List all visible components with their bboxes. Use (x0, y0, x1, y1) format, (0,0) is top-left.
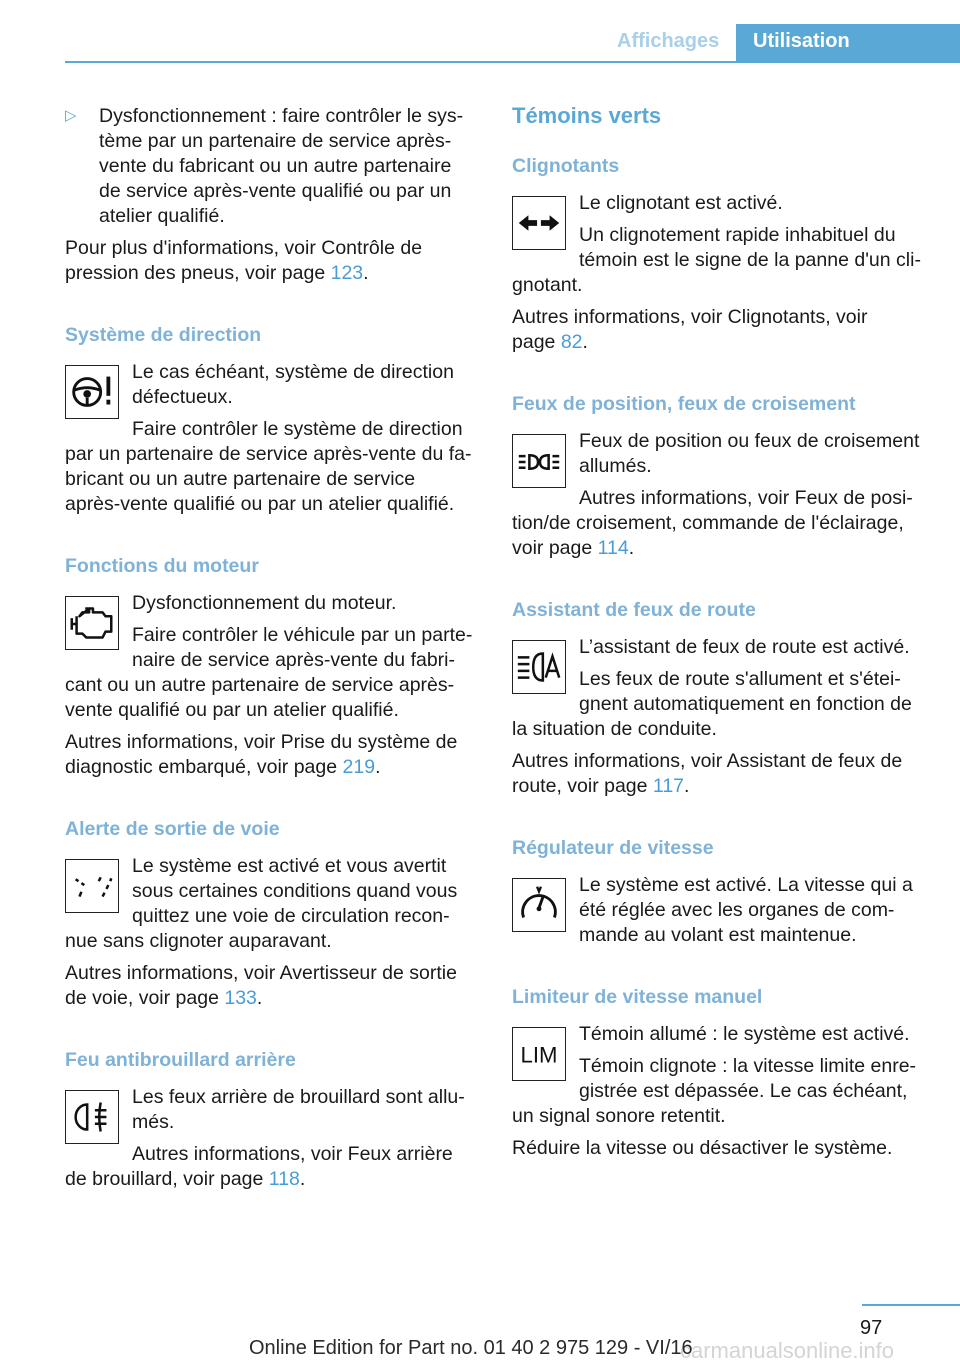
text-line: Les feux arrière de brouillard sont allu- (132, 1086, 465, 1108)
text-line: un signal sonore retentit. (512, 1105, 726, 1127)
heading-lights: Feux de position, feux de croisement (512, 393, 856, 415)
heading-highbeam: Assistant de feux de route (512, 599, 756, 621)
page-link[interactable]: 82 (560, 331, 583, 353)
heading-limiter: Limiteur de vitesse manuel (512, 986, 763, 1008)
page-link[interactable]: 219 (342, 756, 376, 778)
text-line (512, 330, 588, 355)
text-line: vente qualifié ou par un atelier qualifié. (65, 699, 399, 721)
text-line: par un partenaire de service après-vente du fa- (65, 443, 472, 465)
text-line: Faire contrôler le système de direction (132, 418, 463, 440)
triangle-bullet-icon: ▷ (65, 107, 77, 124)
page-number: 97 (860, 1317, 883, 1339)
cruise-control-icon (512, 878, 566, 932)
heading-steering: Système de direction (65, 324, 262, 346)
period: . (628, 537, 635, 559)
period: . (684, 775, 690, 797)
header-rule (65, 61, 960, 63)
intro-line: Pour plus d'informations, voir Contrôle de (65, 237, 423, 259)
page-link[interactable]: 123 (330, 262, 364, 284)
text-line: Le système est activé. La vitesse qui a (579, 874, 913, 896)
engine-icon (65, 596, 119, 650)
tab-affichages[interactable]: Affichages (617, 30, 720, 52)
heading-engine: Fonctions du moteur (65, 555, 259, 577)
link-prefix: route, voir page (512, 775, 653, 797)
intro-line (65, 261, 369, 286)
period: . (256, 987, 263, 1009)
period: . (363, 262, 369, 284)
limiter-icon-text: LIM (520, 1042, 558, 1068)
text-line (512, 536, 634, 561)
footer-rule (862, 1304, 960, 1306)
text-line: la situation de conduite. (512, 718, 717, 740)
section-title: Témoins verts (512, 103, 662, 128)
text-line: L’assistant de feux de route est activé. (579, 636, 910, 658)
text-line: Témoin allumé : le système est activé. (579, 1023, 910, 1045)
period: . (375, 756, 381, 778)
text-line: Dysfonctionnement du moteur. (132, 592, 397, 614)
text-line: après-vente qualifié ou par un atelier qualifié. (65, 493, 455, 515)
text-line: Autres informations, voir Assistant de feux de (512, 750, 903, 772)
rear-fog-icon (65, 1090, 119, 1144)
text-line: allumés. (579, 455, 652, 477)
link-prefix: page (512, 331, 561, 353)
bullet-line: vente du fabricant ou un autre partenaire (99, 155, 452, 177)
lane-departure-icon (65, 859, 119, 913)
page-link[interactable]: 114 (597, 537, 629, 559)
page-link[interactable]: 133 (224, 987, 257, 1009)
text-line: gnent automatiquement en fonction de (579, 693, 912, 715)
text-line: Faire contrôler le véhicule par un parte- (132, 624, 473, 646)
intro-text: pression des pneus, voir page (65, 262, 331, 284)
footer-edition: Online Edition for Part no. 01 40 2 975 129 - VI/16 (249, 1337, 693, 1359)
text-line: Autres informations, voir Prise du système de (65, 731, 458, 753)
period: . (299, 1168, 306, 1190)
text-line: Autres informations, voir Avertisseur de sortie (65, 962, 457, 984)
text-line: Le clignotant est activé. (579, 192, 783, 214)
text-line: Autres informations, voir Feux de posi- (579, 487, 913, 509)
page-link[interactable]: 118 (268, 1168, 300, 1190)
text-line: Le cas échéant, système de direction (132, 361, 454, 383)
text-line (65, 755, 380, 780)
text-line: mande au volant est maintenue. (579, 924, 857, 946)
text-line: Témoin clignote : la vitesse limite enre- (579, 1055, 917, 1077)
text-line (512, 774, 689, 799)
text-line: Autres informations, voir Feux arrière (132, 1143, 453, 1165)
text-line (65, 1167, 305, 1192)
page-link[interactable]: 117 (652, 775, 685, 797)
period: . (582, 331, 588, 353)
tab-utilisation[interactable]: Utilisation (736, 24, 960, 62)
text-line: défectueux. (132, 386, 233, 408)
text-line: cant ou un autre partenaire de service après- (65, 674, 455, 696)
text-line: gistrée est dépassée. Le cas échéant, (579, 1080, 908, 1102)
text-line: Réduire la vitesse ou désactiver le système. (512, 1137, 893, 1159)
text-line: quittez une voie de circulation recon- (132, 905, 450, 927)
watermark: carmanualsonline.info (680, 1338, 895, 1363)
high-beam-assist-icon (512, 640, 566, 694)
bullet-line: tème par un partenaire de service après- (99, 130, 452, 152)
text-line: nue sans clignoter auparavant. (65, 930, 332, 952)
bullet-line: atelier qualifié. (99, 205, 225, 227)
speed-limiter-icon (512, 1027, 566, 1081)
text-line: bricant ou un autre partenaire de service (65, 468, 416, 490)
text-line: Les feux de route s'allument et s'étei- (579, 668, 901, 690)
text-line: Un clignotement rapide inhabituel du (579, 224, 896, 246)
text-line: gnotant. (512, 274, 583, 296)
steering-warning-icon (65, 365, 119, 419)
link-prefix: diagnostic embarqué, voir page (65, 756, 343, 778)
bullet-line: Dysfonctionnement : faire contrôler le sys- (99, 105, 464, 127)
text-line: sous certaines conditions quand vous (132, 880, 458, 902)
bullet-line: de service après-vente qualifié ou par un (99, 180, 452, 202)
heading-fog: Feu antibrouillard arrière (65, 1049, 296, 1071)
text-line: témoin est le signe de la panne d'un cli- (579, 249, 921, 271)
link-prefix: voir page (512, 537, 598, 559)
link-prefix: de voie, voir page (65, 987, 225, 1009)
text-line: Feux de position ou feux de croisement (579, 430, 920, 452)
turn-signal-icon (512, 196, 566, 250)
text-line: naire de service après-vente du fabri- (132, 649, 455, 671)
text-line: Le système est activé et vous avertit (132, 855, 447, 877)
text-line: tion/de croisement, commande de l'éclairage, (512, 512, 904, 534)
text-line: été réglée avec les organes de com- (579, 899, 895, 921)
text-line: Autres informations, voir Clignotants, voir (512, 306, 868, 328)
low-beam-icon (512, 434, 566, 488)
heading-cruise: Régulateur de vitesse (512, 837, 714, 859)
heading-turn: Clignotants (512, 155, 620, 177)
text-line (65, 986, 262, 1011)
heading-lane: Alerte de sortie de voie (65, 818, 280, 840)
link-prefix: de brouillard, voir page (65, 1168, 269, 1190)
text-line: més. (132, 1111, 175, 1133)
